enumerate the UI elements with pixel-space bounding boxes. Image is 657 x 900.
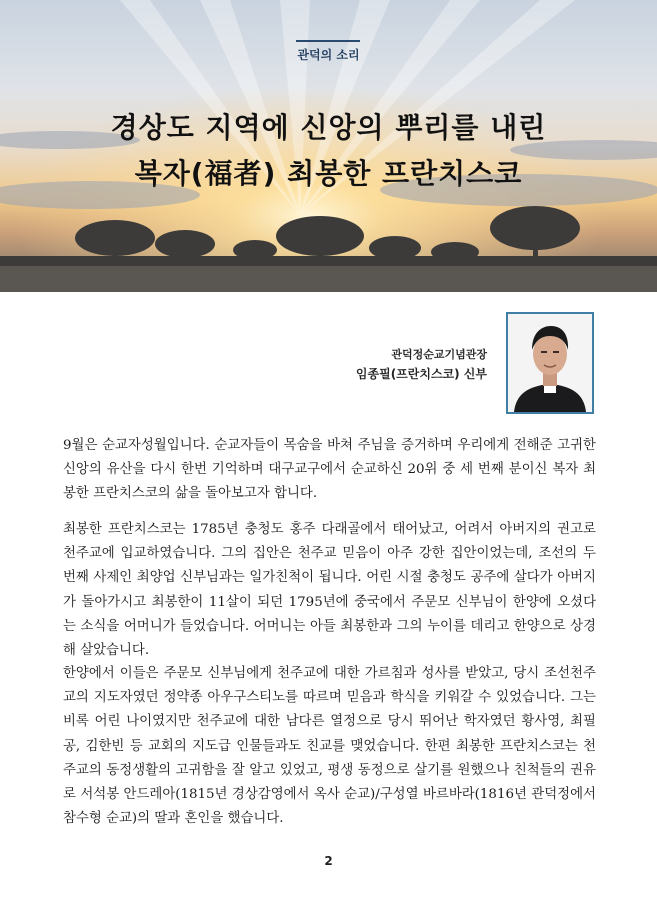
article-title-line-2: 복자(福者) 최봉한 프란치스코 (134, 157, 523, 190)
body-paragraph-2: 최봉한 프란치스코는 1785년 충청도 홍주 다래골에서 태어났고, 어려서 아버지의 권고로 천주교에 입교하였습니다. 그의 집안은 천주교 믿음이 아주 강한 집안이었는데, 조선의 두 번째 사제인 최양업 신부님과는 일가친척이 됩니다. 어린 시절 충청도 공주에 살다가 아버지가 돌아가시고 최봉한이 11살이 되던 1795년에 중국에서 주문모 신부님이 한양에 오셨다는 소식을 어머니가 들었습니다. 어머니는 아들 최봉한과 그의 누이를 데리고 한양으로 상경해 살았습니다. (63, 522, 596, 659)
author-organization: 관덕정순교기념관장 (391, 348, 487, 361)
author-photo (506, 312, 594, 414)
body-paragraph-1: 9월은 순교자성월입니다. 순교자들이 목숨을 바쳐 주님을 증거하며 우리에게 전해준 고귀한 신앙의 유산을 다시 한번 기억하며 대구교구에서 순교하신 20위 중 세 번째 분이신 복자 최봉한 프란치스코의 삶을 돌아보고자 합니다. (63, 438, 596, 502)
author-name: 임종필(프란치스코) 신부 (355, 367, 487, 381)
header-banner (0, 0, 657, 292)
section-label-rule (296, 40, 360, 42)
priest-portrait-image (508, 314, 592, 412)
sunset-landscape-image (0, 0, 657, 292)
page-number: 2 (324, 854, 333, 868)
body-paragraph-3: 한양에서 이들은 주문모 신부님에게 천주교에 대한 가르침과 성사를 받았고, 당시 조선천주교의 지도자였던 정약종 아우구스티노를 따르며 믿음과 학식을 키워갈 수 있었습니다. 그는 비록 어린 나이였지만 천주교에 대한 남다른 열정으로 당시 뛰어난 학자였던 황사영, 최필공, 김한빈 등 교회의 지도급 인물들과도 친교를 맺었습니다. 한편 최봉한 프란치스코는 천주교의 동정생활의 고귀함을 잘 알고 있었고, 평생 동정으로 살기를 원했으나 친척들의 권유로 서석봉 안드레아(1815년 경상감영에서 옥사 순교)/구성열 바르바라(1816년 관덕정에서 참수형 순교)의 딸과 혼인을 했습니다. (63, 666, 596, 827)
article-title-line-1: 경상도 지역에 신앙의 뿌리를 내린 (110, 111, 547, 144)
section-label: 관덕의 소리 (297, 48, 360, 62)
